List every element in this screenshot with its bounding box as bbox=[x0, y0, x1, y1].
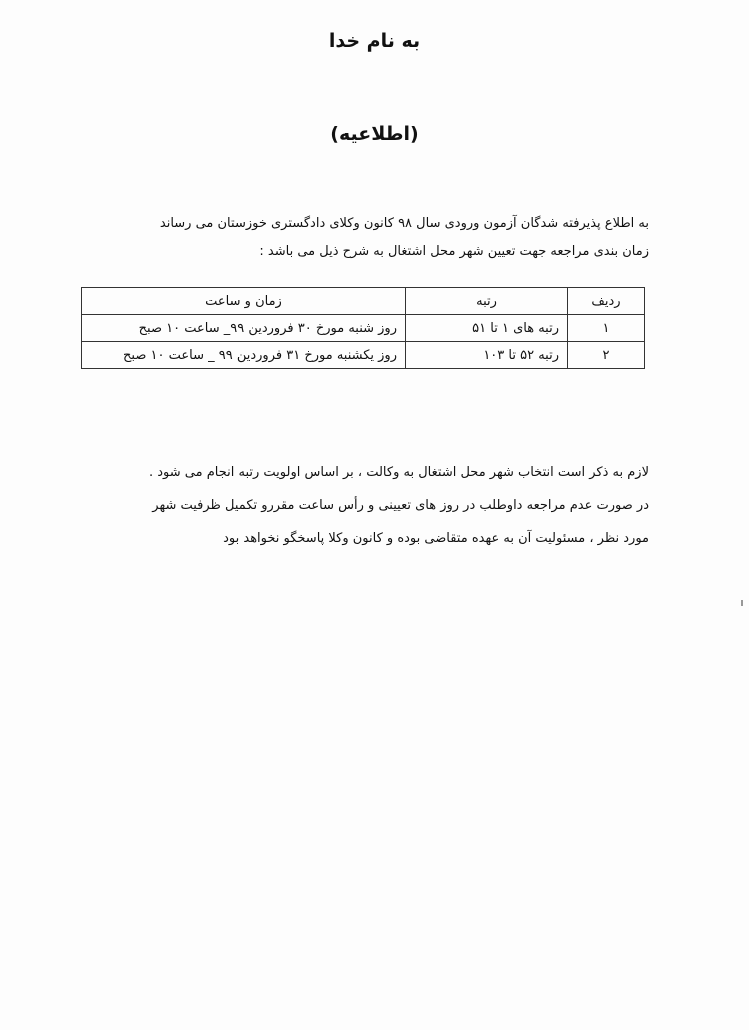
note-line: لازم به ذکر است انتخاب شهر محل اشتغال به وکالت ، بر اساس اولویت رتبه انجام می شود . bbox=[149, 465, 649, 480]
cell-row-number: ۲ bbox=[568, 342, 645, 369]
schedule-table bbox=[81, 287, 645, 369]
header-time: زمان و ساعت bbox=[82, 288, 406, 315]
table-header-row bbox=[82, 288, 645, 315]
scan-edge-mark bbox=[741, 600, 743, 606]
table-row bbox=[82, 315, 645, 342]
cell-rank: رتبه ۵۲ تا ۱۰۳ bbox=[406, 342, 568, 369]
intro-paragraph bbox=[89, 210, 649, 266]
header-rank: رتبه bbox=[406, 288, 568, 315]
notes-paragraph bbox=[79, 456, 649, 555]
intro-line: زمان بندی مراجعه جهت تعیین شهر محل اشتغال به شرح ذیل می باشد : bbox=[259, 244, 649, 259]
cell-rank: رتبه های ۱ تا ۵۱ bbox=[406, 315, 568, 342]
table-row bbox=[82, 342, 645, 369]
notice-title: (اطلاعیه) bbox=[330, 123, 419, 145]
header-row-number: ردیف bbox=[568, 288, 645, 315]
cell-time: روز شنبه مورخ ۳۰ فروردین ۹۹_ ساعت ۱۰ صبح bbox=[82, 315, 406, 342]
intro-line: به اطلاع پذیرفته شدگان آزمون ورودی سال ۹۸ کانون وکلای دادگستری خوزستان می رساند bbox=[159, 216, 649, 231]
note-line: مورد نظر ، مسئولیت آن به عهده متقاضی بوده و کانون وکلا پاسخگو نخواهد بود bbox=[223, 531, 649, 546]
cell-row-number: ۱ bbox=[568, 315, 645, 342]
basmala-heading: به نام خدا bbox=[328, 30, 421, 52]
cell-time: روز یکشنبه مورخ ۳۱ فروردین ۹۹ _ ساعت ۱۰ صبح bbox=[82, 342, 406, 369]
note-line: در صورت عدم مراجعه داوطلب در روز های تعیینی و رأس ساعت مقررو تکمیل ظرفیت شهر bbox=[152, 498, 649, 513]
